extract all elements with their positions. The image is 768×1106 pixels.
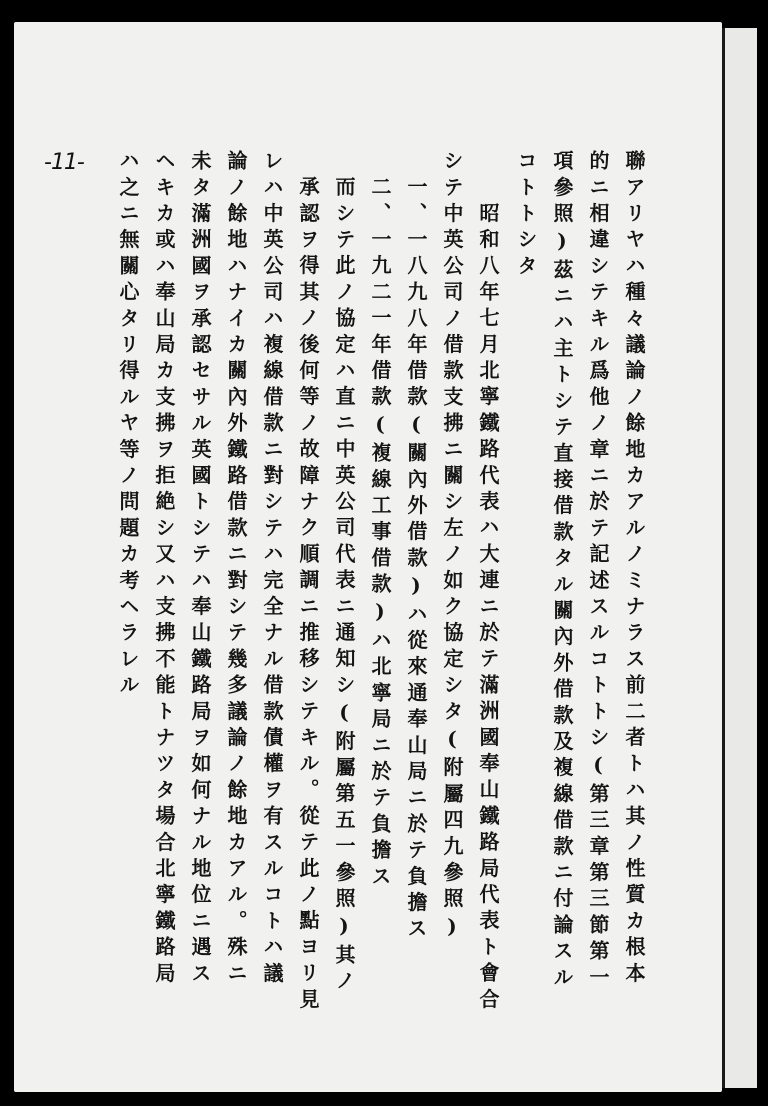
- text-column: 昭和八年七月北寧鐵路代表ハ大連ニ於テ滿洲國奉山鐵路局代表ト會合: [476, 176, 500, 1015]
- text-column: ハ之ニ無關心タリ得ルヤ等ノ問題カ考ヘラレル: [116, 150, 140, 701]
- text-column: コトトシタ: [514, 150, 538, 281]
- page-number: -11-: [44, 150, 84, 175]
- text-column: 的ニ相違シテキル爲他ノ章ニ於テ記述スルコトトシ(第三章第三節第一: [586, 150, 610, 993]
- text-column: 論ノ餘地ハナイカ關內外鐵路借款ニ對シテ幾多議論ノ餘地カアル。殊ニ: [224, 150, 248, 989]
- text-column: 二、一九二一年借款(複線工事借款)ハ北寧局ニ於テ負擔ス: [368, 176, 392, 892]
- text-column: 未タ滿洲國ヲ承認セサル英國トシテハ奉山鐵路局ヲ如何ナル地位ニ遇ス: [188, 150, 212, 989]
- text-column: レハ中英公司ハ複線借款ニ對シテハ完全ナル借款債權ヲ有スルコトハ議: [260, 150, 284, 989]
- text-column: 聯アリヤハ種々議論ノ餘地カアルノミナラス前二者トハ其ノ性質カ根本: [622, 150, 646, 989]
- text-column: 而シテ此ノ協定ハ直ニ中英公司代表ニ通知シ(附屬第五一參照)其ノ: [332, 176, 356, 997]
- text-column: シテ中英公司ノ借款支拂ニ關シ左ノ如ク協定シタ(附屬四九參照): [440, 150, 464, 945]
- text-column: 承認ヲ得其ノ後何等ノ故障ナク順調ニ推移シテキル。從テ此ノ點ヨリ見: [296, 176, 320, 1015]
- text-column: 項參照)茲ニハ主トシテ直接借款タル關內外借款及複線借款ニ付論スル: [550, 150, 574, 993]
- text-column: ヘキカ或ハ奉山局カ支拂ヲ拒絶シ又ハ支拂不能トナツタ場合北寧鐵路局: [152, 150, 176, 989]
- binding-edge: [722, 28, 757, 1088]
- text-column: 一、一八九八年借款(關內外借款)ハ從來通奉山局ニ於テ負擔ス: [404, 176, 428, 944]
- body-text: [70, 140, 660, 1040]
